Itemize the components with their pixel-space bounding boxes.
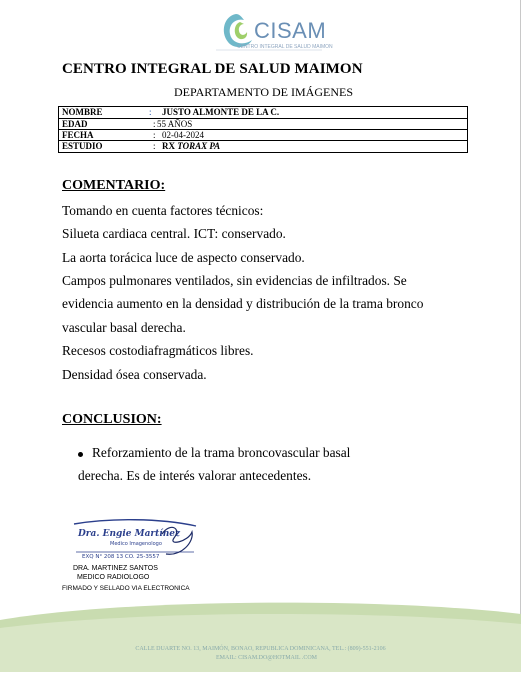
- footer-address: CALLE DUARTE NO. 13, MAIMÓN, BONAO, REPUBLICA DOMINICANA, TEL.: (809)-551-2106: [135, 646, 386, 652]
- logo-subtitle: CENTRO INTEGRAL DE SALUD MAIMON: [237, 44, 333, 50]
- comment-line: Campos pulmonares ventilados, sin evidencias de infiltrados. Se: [62, 273, 407, 288]
- stamp-name: Dra. Engie Martínez: [78, 529, 181, 539]
- cisam-logo: [214, 10, 333, 55]
- department-title: DEPARTAMENTO DE IMÁGENES: [174, 85, 353, 99]
- comment-line: Densidad ósea conservada.: [62, 367, 207, 382]
- comment-line: La aorta torácica luce de aspecto conservado.: [62, 250, 305, 265]
- conclusion-heading: CONCLUSION:: [62, 412, 162, 427]
- info-label: ESTUDIO: [62, 141, 103, 151]
- bullet-icon: [78, 452, 83, 457]
- signature-stamp-icon: [70, 512, 210, 567]
- study-modality: RX: [162, 141, 175, 151]
- info-label: EDAD: [62, 119, 88, 129]
- info-label: NOMBRE: [62, 107, 103, 117]
- info-separator: :: [149, 107, 152, 117]
- logo-wordmark: CISAM: [254, 18, 327, 43]
- comment-line: vascular basal derecha.: [62, 320, 186, 335]
- study-view: TORAX PA: [177, 141, 221, 151]
- stamp-exequatur: EXQ N° 208 13 CO. 25-3557: [82, 554, 160, 560]
- signature-stamp: [70, 512, 210, 567]
- info-separator: :: [153, 130, 156, 140]
- comment-line: evidencia aumento en la densidad y distribución de la trama bronco: [62, 296, 424, 311]
- doctor-title: MEDICO RADIOLOGO: [77, 574, 150, 581]
- electronic-signature-note: FIRMADO Y SELLADO VIA ELECTRONICA: [62, 585, 190, 592]
- footer-email: EMAIL: CISAM.DO@HOTMAIL .COM: [216, 655, 317, 661]
- footer: [0, 600, 521, 672]
- patient-age: 55 AÑOS: [157, 119, 193, 129]
- comment-line: Recesos costodiafragmáticos libres.: [62, 343, 254, 358]
- info-row-estudio: [59, 140, 467, 152]
- study-type: [162, 141, 220, 152]
- comment-line: Tomando en cuenta factores técnicos:: [62, 203, 264, 218]
- info-label: FECHA: [62, 130, 94, 140]
- comentario-heading: COMENTARIO:: [62, 178, 166, 193]
- info-separator: :: [153, 119, 156, 129]
- info-separator: :: [153, 141, 156, 151]
- comment-line: Silueta cardiaca central. ICT: conservado.: [62, 226, 286, 241]
- study-date: 02-04-2024: [162, 130, 204, 140]
- conclusion-line: derecha. Es de interés valorar antecedentes.: [78, 468, 312, 483]
- patient-name: JUSTO ALMONTE DE LA C.: [162, 107, 280, 117]
- stamp-role: Medico Imagenologo: [110, 541, 162, 547]
- patient-info-table: [58, 106, 468, 153]
- footer-wave-icon: [0, 600, 521, 672]
- conclusion-line: Reforzamiento de la trama broncovascular basal: [92, 445, 351, 460]
- info-row-nombre: [59, 107, 467, 118]
- center-title: CENTRO INTEGRAL DE SALUD MAIMON: [62, 61, 363, 77]
- doctor-name: DRA. MARTINEZ SANTOS: [73, 565, 158, 572]
